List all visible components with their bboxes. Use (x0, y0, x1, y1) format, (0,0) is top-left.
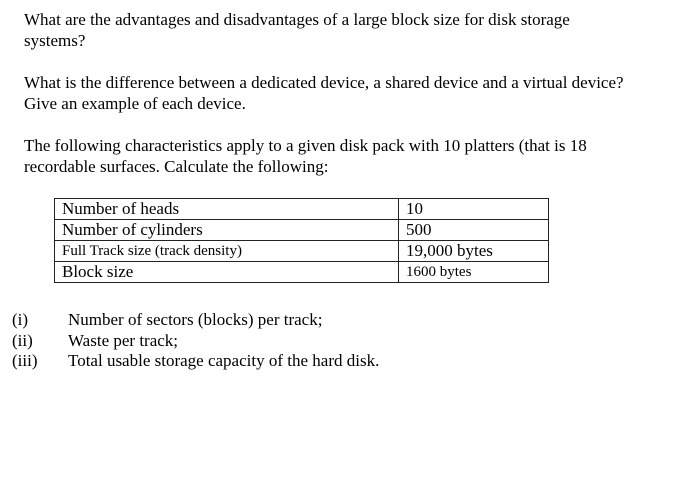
subquestion-number: (ii) (12, 331, 33, 350)
question-disk-pack: The following characteristics apply to a given disk pack with 10 platters (that is 18 recordable surfaces. Calculate the following: (24, 136, 587, 176)
row-value-heads: 10 (399, 199, 549, 220)
disk-specs-table (54, 198, 549, 283)
subquestion-text: Waste per track; (68, 331, 179, 350)
question-device-types: What is the difference between a dedicated device, a shared device and a virtual device? Give an example of each device. (24, 73, 624, 113)
table-row (55, 262, 549, 283)
question-block-size: What are the advantages and disadvantages of a large block size for disk storage systems? (24, 10, 570, 50)
row-label-cylinders: Number of cylinders (55, 220, 399, 241)
table-row (55, 220, 549, 241)
row-label-block-size: Block size (55, 262, 399, 283)
subquestion-text: Total usable storage capacity of the hard disk. (68, 351, 380, 370)
subquestion-number: (i) (12, 310, 29, 329)
subquestion-text: Number of sectors (blocks) per track; (68, 310, 323, 329)
subquestion-number: (iii) (12, 351, 38, 370)
row-label-heads: Number of heads (55, 199, 399, 220)
row-value-block-size: 1600 bytes (399, 262, 549, 283)
table-row (55, 241, 549, 262)
row-value-cylinders: 500 (399, 220, 549, 241)
row-label-track-size: Full Track size (track density) (55, 241, 399, 262)
table-row (55, 199, 549, 220)
row-value-track-size: 19,000 bytes (399, 241, 549, 262)
